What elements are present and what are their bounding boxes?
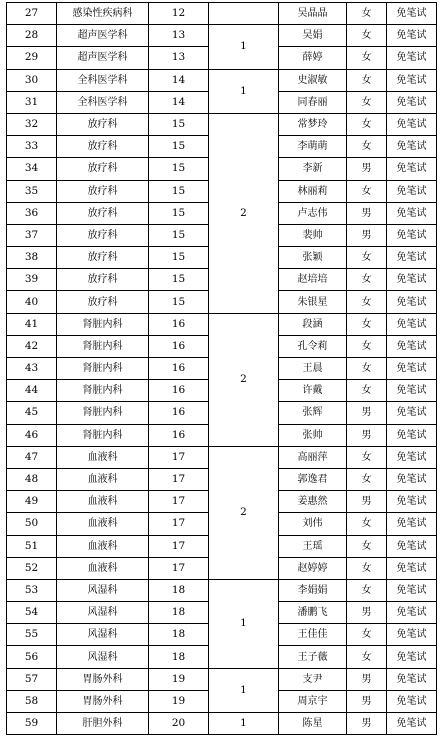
cell-dept: 肾脏内科 xyxy=(57,424,149,446)
cell-no: 29 xyxy=(7,47,57,69)
cell-gender: 女 xyxy=(347,25,387,47)
cell-name: 卢志伟 xyxy=(279,202,347,224)
cell-code: 17 xyxy=(149,535,209,557)
cell-dept: 放疗科 xyxy=(57,136,149,158)
cell-remark: 免笔试 xyxy=(387,335,437,357)
cell-name: 薛婷 xyxy=(279,47,347,69)
cell-no: 51 xyxy=(7,535,57,557)
cell-name: 周京宇 xyxy=(279,690,347,712)
cell-remark: 免笔试 xyxy=(387,446,437,468)
cell-gender: 女 xyxy=(347,535,387,557)
cell-remark: 免笔试 xyxy=(387,25,437,47)
cell-name: 张颖 xyxy=(279,247,347,269)
cell-remark: 免笔试 xyxy=(387,224,437,246)
cell-name: 王晨 xyxy=(279,358,347,380)
cell-remark: 免笔试 xyxy=(387,202,437,224)
cell-remark: 免笔试 xyxy=(387,713,437,735)
cell-no: 59 xyxy=(7,713,57,735)
cell-no: 44 xyxy=(7,380,57,402)
cell-name: 史淑敏 xyxy=(279,69,347,91)
cell-name: 张帅 xyxy=(279,424,347,446)
cell-no: 31 xyxy=(7,91,57,113)
table-row xyxy=(7,25,437,47)
cell-quota: 1 xyxy=(209,579,279,668)
cell-gender: 女 xyxy=(347,180,387,202)
cell-name: 张辉 xyxy=(279,402,347,424)
cell-dept: 放疗科 xyxy=(57,291,149,313)
cell-remark: 免笔试 xyxy=(387,180,437,202)
cell-gender: 女 xyxy=(347,446,387,468)
cell-remark: 免笔试 xyxy=(387,602,437,624)
cell-dept: 放疗科 xyxy=(57,113,149,135)
cell-code: 17 xyxy=(149,491,209,513)
cell-remark: 免笔试 xyxy=(387,269,437,291)
cell-dept: 全科医学科 xyxy=(57,69,149,91)
table-row xyxy=(7,446,437,468)
cell-remark: 免笔试 xyxy=(387,579,437,601)
cell-code: 12 xyxy=(149,3,209,25)
cell-name: 李萌萌 xyxy=(279,136,347,158)
cell-dept: 血液科 xyxy=(57,535,149,557)
cell-dept: 胃肠外科 xyxy=(57,690,149,712)
cell-remark: 免笔试 xyxy=(387,535,437,557)
cell-gender: 女 xyxy=(347,313,387,335)
cell-code: 18 xyxy=(149,579,209,601)
cell-gender: 女 xyxy=(347,69,387,91)
cell-remark: 免笔试 xyxy=(387,69,437,91)
cell-dept: 肾脏内科 xyxy=(57,335,149,357)
cell-dept: 血液科 xyxy=(57,468,149,490)
cell-remark: 免笔试 xyxy=(387,47,437,69)
cell-dept: 血液科 xyxy=(57,446,149,468)
cell-quota: 1 xyxy=(209,713,279,735)
cell-name: 朱银星 xyxy=(279,291,347,313)
cell-dept: 血液科 xyxy=(57,491,149,513)
cell-no: 56 xyxy=(7,646,57,668)
cell-quota: 2 xyxy=(209,313,279,446)
cell-code: 14 xyxy=(149,69,209,91)
cell-gender: 女 xyxy=(347,291,387,313)
cell-name: 支尹 xyxy=(279,668,347,690)
table-row xyxy=(7,69,437,91)
cell-gender: 男 xyxy=(347,202,387,224)
results-table xyxy=(6,2,437,735)
cell-no: 49 xyxy=(7,491,57,513)
cell-code: 16 xyxy=(149,335,209,357)
cell-remark: 免笔试 xyxy=(387,402,437,424)
cell-dept: 风湿科 xyxy=(57,579,149,601)
cell-name: 孔令莉 xyxy=(279,335,347,357)
cell-no: 36 xyxy=(7,202,57,224)
cell-code: 15 xyxy=(149,158,209,180)
cell-no: 32 xyxy=(7,113,57,135)
table-row xyxy=(7,579,437,601)
cell-name: 裴帅 xyxy=(279,224,347,246)
cell-remark: 免笔试 xyxy=(387,291,437,313)
cell-dept: 放疗科 xyxy=(57,158,149,180)
cell-remark: 免笔试 xyxy=(387,491,437,513)
cell-no: 33 xyxy=(7,136,57,158)
cell-gender: 女 xyxy=(347,91,387,113)
cell-no: 30 xyxy=(7,69,57,91)
cell-gender: 女 xyxy=(347,3,387,25)
cell-gender: 男 xyxy=(347,668,387,690)
cell-dept: 风湿科 xyxy=(57,602,149,624)
cell-gender: 女 xyxy=(347,624,387,646)
table-body xyxy=(7,3,437,735)
cell-quota: 1 xyxy=(209,25,279,69)
cell-code: 15 xyxy=(149,247,209,269)
cell-gender: 男 xyxy=(347,402,387,424)
table-row xyxy=(7,3,437,25)
cell-code: 17 xyxy=(149,557,209,579)
cell-no: 42 xyxy=(7,335,57,357)
cell-dept: 风湿科 xyxy=(57,646,149,668)
table-row xyxy=(7,313,437,335)
cell-gender: 女 xyxy=(347,358,387,380)
cell-code: 18 xyxy=(149,602,209,624)
cell-code: 15 xyxy=(149,202,209,224)
cell-code: 15 xyxy=(149,136,209,158)
cell-name: 许戴 xyxy=(279,380,347,402)
cell-dept: 超声医学科 xyxy=(57,25,149,47)
cell-dept: 肾脏内科 xyxy=(57,358,149,380)
cell-remark: 免笔试 xyxy=(387,690,437,712)
cell-no: 55 xyxy=(7,624,57,646)
cell-dept: 放疗科 xyxy=(57,224,149,246)
cell-name: 郭逸君 xyxy=(279,468,347,490)
cell-code: 17 xyxy=(149,446,209,468)
cell-no: 48 xyxy=(7,468,57,490)
cell-no: 43 xyxy=(7,358,57,380)
cell-name: 刘伟 xyxy=(279,513,347,535)
cell-gender: 男 xyxy=(347,491,387,513)
cell-remark: 免笔试 xyxy=(387,624,437,646)
cell-dept: 超声医学科 xyxy=(57,47,149,69)
cell-quota: 1 xyxy=(209,69,279,113)
cell-no: 38 xyxy=(7,247,57,269)
cell-name: 吴晶晶 xyxy=(279,3,347,25)
cell-no: 53 xyxy=(7,579,57,601)
cell-name: 姜惠然 xyxy=(279,491,347,513)
cell-code: 17 xyxy=(149,468,209,490)
cell-code: 15 xyxy=(149,269,209,291)
cell-code: 18 xyxy=(149,646,209,668)
cell-no: 45 xyxy=(7,402,57,424)
cell-gender: 女 xyxy=(347,513,387,535)
cell-name: 王佳佳 xyxy=(279,624,347,646)
cell-remark: 免笔试 xyxy=(387,3,437,25)
cell-remark: 免笔试 xyxy=(387,247,437,269)
cell-gender: 男 xyxy=(347,690,387,712)
cell-remark: 免笔试 xyxy=(387,358,437,380)
cell-gender: 女 xyxy=(347,380,387,402)
cell-no: 35 xyxy=(7,180,57,202)
cell-code: 15 xyxy=(149,113,209,135)
cell-name: 吴娟 xyxy=(279,25,347,47)
cell-dept: 放疗科 xyxy=(57,202,149,224)
cell-no: 39 xyxy=(7,269,57,291)
cell-dept: 风湿科 xyxy=(57,624,149,646)
cell-gender: 女 xyxy=(347,579,387,601)
cell-name: 王瑶 xyxy=(279,535,347,557)
cell-quota xyxy=(209,3,279,25)
cell-no: 58 xyxy=(7,690,57,712)
cell-dept: 放疗科 xyxy=(57,180,149,202)
cell-gender: 男 xyxy=(347,713,387,735)
cell-gender: 男 xyxy=(347,602,387,624)
cell-gender: 男 xyxy=(347,424,387,446)
cell-name: 潘鹏飞 xyxy=(279,602,347,624)
cell-name: 李娟娟 xyxy=(279,579,347,601)
cell-dept: 肝胆外科 xyxy=(57,713,149,735)
cell-no: 28 xyxy=(7,25,57,47)
cell-no: 50 xyxy=(7,513,57,535)
cell-gender: 女 xyxy=(347,269,387,291)
cell-no: 41 xyxy=(7,313,57,335)
cell-dept: 放疗科 xyxy=(57,247,149,269)
cell-code: 18 xyxy=(149,624,209,646)
cell-quota: 1 xyxy=(209,668,279,712)
cell-code: 16 xyxy=(149,424,209,446)
cell-dept: 胃肠外科 xyxy=(57,668,149,690)
cell-no: 47 xyxy=(7,446,57,468)
cell-gender: 女 xyxy=(347,136,387,158)
cell-code: 15 xyxy=(149,291,209,313)
cell-no: 37 xyxy=(7,224,57,246)
cell-name: 赵婷婷 xyxy=(279,557,347,579)
cell-no: 54 xyxy=(7,602,57,624)
cell-gender: 男 xyxy=(347,158,387,180)
cell-code: 16 xyxy=(149,313,209,335)
cell-code: 16 xyxy=(149,358,209,380)
cell-name: 王子薇 xyxy=(279,646,347,668)
cell-remark: 免笔试 xyxy=(387,668,437,690)
cell-code: 19 xyxy=(149,668,209,690)
cell-name: 陈星 xyxy=(279,713,347,735)
cell-code: 17 xyxy=(149,513,209,535)
cell-remark: 免笔试 xyxy=(387,158,437,180)
cell-name: 赵培培 xyxy=(279,269,347,291)
cell-name: 常梦玲 xyxy=(279,113,347,135)
cell-gender: 男 xyxy=(347,224,387,246)
cell-name: 段涵 xyxy=(279,313,347,335)
cell-no: 27 xyxy=(7,3,57,25)
cell-name: 李新 xyxy=(279,158,347,180)
cell-dept: 肾脏内科 xyxy=(57,402,149,424)
table-row xyxy=(7,668,437,690)
table-row xyxy=(7,713,437,735)
cell-gender: 女 xyxy=(347,247,387,269)
cell-dept: 放疗科 xyxy=(57,269,149,291)
cell-code: 13 xyxy=(149,25,209,47)
cell-gender: 女 xyxy=(347,557,387,579)
cell-code: 19 xyxy=(149,690,209,712)
cell-dept: 感染性疾病科 xyxy=(57,3,149,25)
cell-dept: 血液科 xyxy=(57,557,149,579)
cell-name: 同春丽 xyxy=(279,91,347,113)
cell-no: 57 xyxy=(7,668,57,690)
cell-remark: 免笔试 xyxy=(387,513,437,535)
cell-remark: 免笔试 xyxy=(387,113,437,135)
cell-remark: 免笔试 xyxy=(387,313,437,335)
cell-dept: 肾脏内科 xyxy=(57,380,149,402)
cell-remark: 免笔试 xyxy=(387,557,437,579)
cell-code: 14 xyxy=(149,91,209,113)
cell-remark: 免笔试 xyxy=(387,136,437,158)
cell-code: 15 xyxy=(149,224,209,246)
table-row xyxy=(7,113,437,135)
cell-quota: 2 xyxy=(209,113,279,313)
cell-quota: 2 xyxy=(209,446,279,579)
cell-gender: 女 xyxy=(347,468,387,490)
cell-no: 40 xyxy=(7,291,57,313)
cell-no: 34 xyxy=(7,158,57,180)
cell-code: 15 xyxy=(149,180,209,202)
cell-code: 16 xyxy=(149,402,209,424)
cell-remark: 免笔试 xyxy=(387,468,437,490)
cell-gender: 女 xyxy=(347,113,387,135)
cell-dept: 全科医学科 xyxy=(57,91,149,113)
cell-remark: 免笔试 xyxy=(387,424,437,446)
cell-gender: 女 xyxy=(347,47,387,69)
cell-dept: 肾脏内科 xyxy=(57,313,149,335)
cell-no: 52 xyxy=(7,557,57,579)
cell-name: 高丽萍 xyxy=(279,446,347,468)
cell-remark: 免笔试 xyxy=(387,380,437,402)
cell-code: 13 xyxy=(149,47,209,69)
cell-name: 林丽莉 xyxy=(279,180,347,202)
cell-remark: 免笔试 xyxy=(387,646,437,668)
cell-code: 16 xyxy=(149,380,209,402)
cell-dept: 血液科 xyxy=(57,513,149,535)
cell-code: 20 xyxy=(149,713,209,735)
cell-gender: 女 xyxy=(347,335,387,357)
cell-no: 46 xyxy=(7,424,57,446)
cell-remark: 免笔试 xyxy=(387,91,437,113)
cell-gender: 女 xyxy=(347,646,387,668)
